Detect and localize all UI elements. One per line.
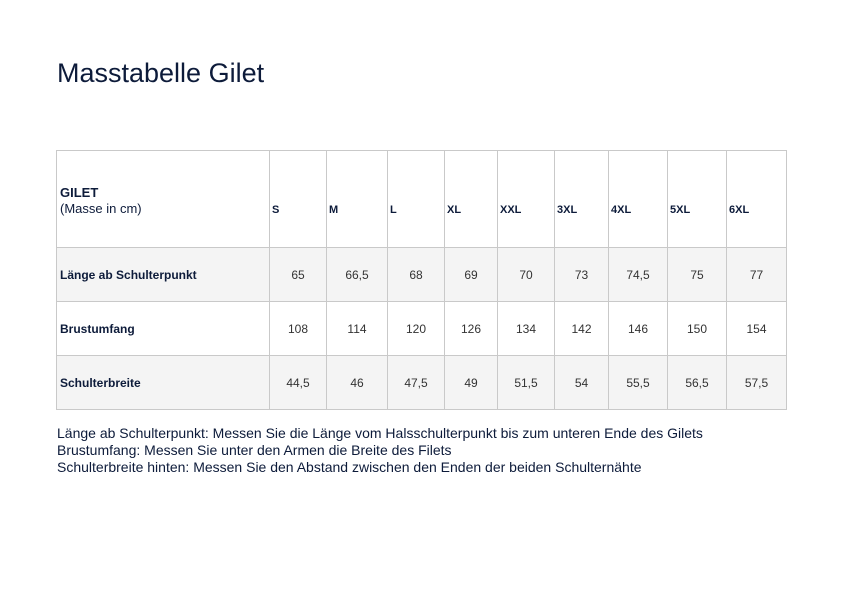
- table-row: [57, 356, 787, 410]
- table-cell: 55,5: [609, 356, 668, 410]
- note-shoulder: Schulterbreite hinten: Messen Sie den Abstand zwischen den Enden der beiden Schulternähte: [57, 459, 642, 475]
- table-cell: 46: [327, 356, 388, 410]
- size-header-6xl: 6XL: [727, 151, 787, 248]
- table-cell: 154: [727, 302, 787, 356]
- table-cell: 56,5: [668, 356, 727, 410]
- table-cell: 44,5: [270, 356, 327, 410]
- size-header-s: S: [270, 151, 327, 248]
- table-cell: 126: [445, 302, 498, 356]
- table-cell: 70: [498, 248, 555, 302]
- size-header-4xl: 4XL: [609, 151, 668, 248]
- table-header-sublabel: (Masse in cm): [60, 200, 142, 216]
- size-header-l: L: [388, 151, 445, 248]
- table-cell: 120: [388, 302, 445, 356]
- table-cell: 57,5: [727, 356, 787, 410]
- size-table: [56, 150, 787, 410]
- row-label: Schulterbreite: [57, 356, 270, 410]
- table-cell: 150: [668, 302, 727, 356]
- table-row: [57, 302, 787, 356]
- table-cell: 74,5: [609, 248, 668, 302]
- table-cell: 68: [388, 248, 445, 302]
- size-header-xxl: XXL: [498, 151, 555, 248]
- table-row: [57, 248, 787, 302]
- table-header-label: GILET: [60, 184, 99, 200]
- table-cell: 146: [609, 302, 668, 356]
- size-header-5xl: 5XL: [668, 151, 727, 248]
- table-cell: 114: [327, 302, 388, 356]
- table-header-row: [57, 151, 787, 248]
- table-cell: 73: [555, 248, 609, 302]
- size-header-3xl: 3XL: [555, 151, 609, 248]
- table-cell: 77: [727, 248, 787, 302]
- table-cell: 69: [445, 248, 498, 302]
- table-cell: 75: [668, 248, 727, 302]
- size-header-xl: XL: [445, 151, 498, 248]
- table-cell: 47,5: [388, 356, 445, 410]
- table-cell: 134: [498, 302, 555, 356]
- table-cell: 66,5: [327, 248, 388, 302]
- page-title: Masstabelle Gilet: [57, 58, 265, 88]
- note-length: Länge ab Schulterpunkt: Messen Sie die Länge vom Halsschulterpunkt bis zum unteren Ende des Gilets: [57, 425, 703, 441]
- table-cell: 54: [555, 356, 609, 410]
- row-label: Länge ab Schulterpunkt: [57, 248, 270, 302]
- table-cell: 142: [555, 302, 609, 356]
- table-cell: 65: [270, 248, 327, 302]
- note-chest: Brustumfang: Messen Sie unter den Armen die Breite des Filets: [57, 442, 452, 458]
- table-cell: 49: [445, 356, 498, 410]
- table-header-label-cell: [57, 151, 270, 248]
- row-label: Brustumfang: [57, 302, 270, 356]
- measurement-notes: [57, 425, 703, 476]
- table-cell: 108: [270, 302, 327, 356]
- table-cell: 51,5: [498, 356, 555, 410]
- size-header-m: M: [327, 151, 388, 248]
